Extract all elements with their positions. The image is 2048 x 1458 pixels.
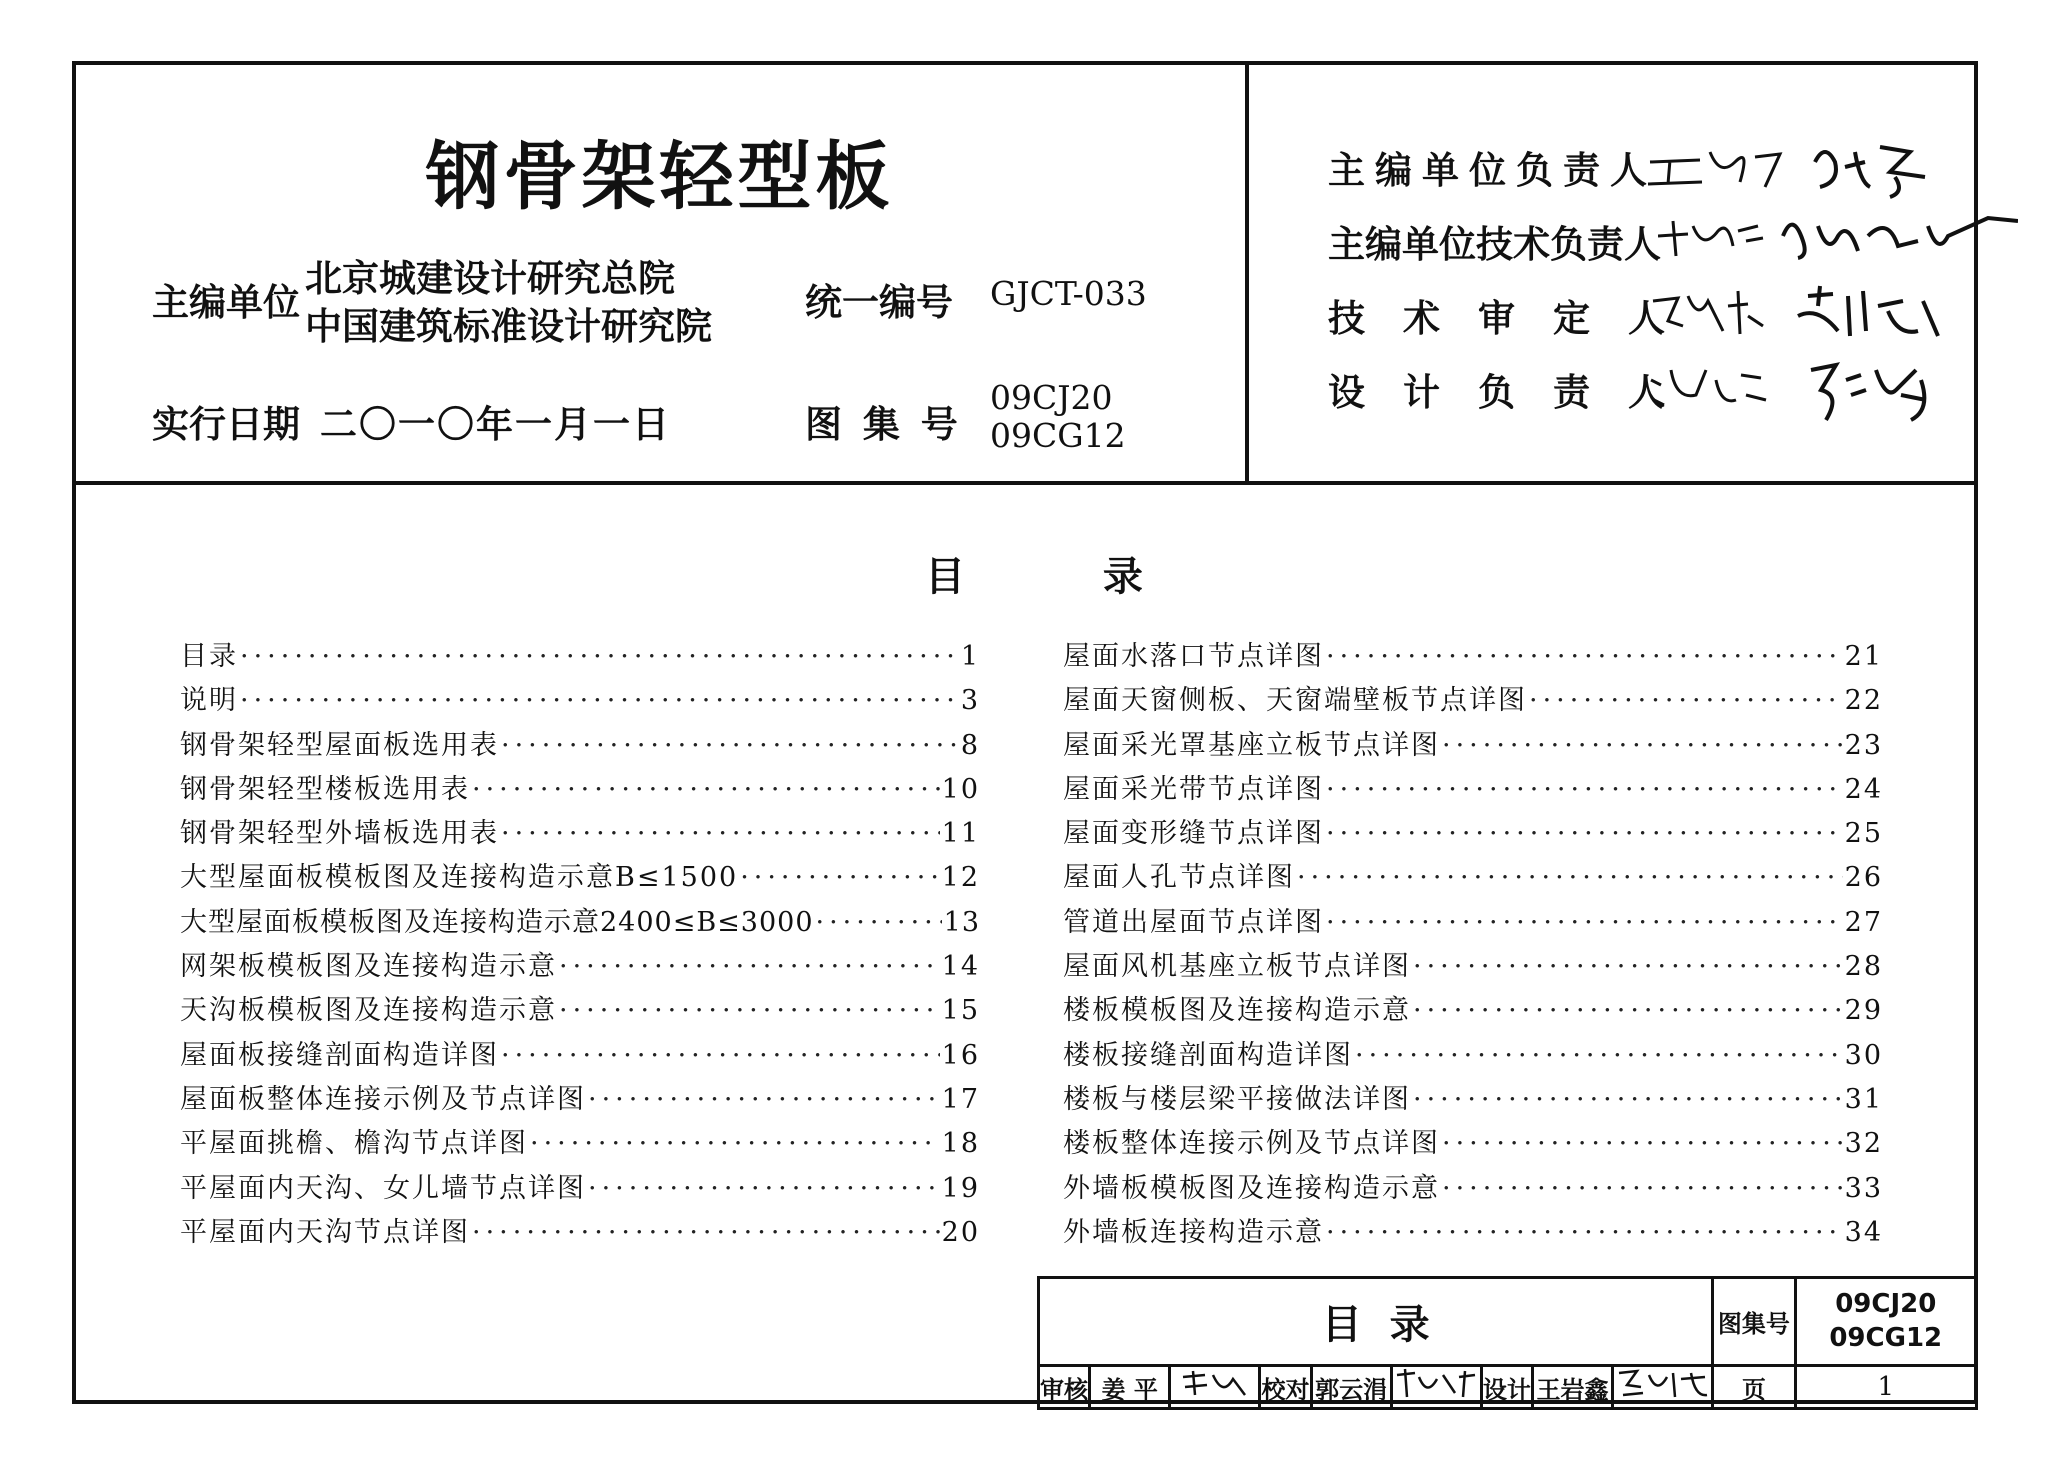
responsible-row [1328, 288, 1948, 344]
atlas-no-1: 09CJ20 [990, 378, 1113, 417]
toc-leader [1326, 818, 1843, 849]
toc-heading-char: 目 [925, 554, 965, 600]
toc-entry-title: 管道出屋面节点详图 [1063, 906, 1324, 938]
toc-leader [1442, 1173, 1843, 1204]
design-name: 王岩鑫 [1532, 1366, 1612, 1409]
toc-entry-title: 钢骨架轻型外墙板选用表 [180, 818, 499, 850]
toc-entry[interactable] [180, 944, 980, 988]
toc-entry-page: 31 [1844, 1083, 1883, 1115]
toc-entry[interactable] [1063, 811, 1883, 855]
toc-leader [501, 1040, 940, 1071]
toc-entry-title: 网架板模板图及连接构造示意 [180, 951, 557, 983]
editor-unit-2: 中国建筑标准设计研究院 [305, 305, 712, 348]
toc-entry-page: 3 [960, 685, 980, 717]
toc-entry[interactable] [1063, 944, 1883, 988]
toc-entry-title: 外墙板模板图及连接构造示意 [1063, 1172, 1440, 1204]
signature-editor-head [1640, 132, 1940, 202]
signature-tech-head [1658, 196, 2018, 276]
toc-entry-title: 大型屋面板模板图及连接构造示意B≤1500 [180, 862, 739, 894]
toc-entry-page: 13 [943, 906, 980, 938]
toc-entry-title: 屋面采光带节点详图 [1063, 773, 1324, 805]
toc-entry-page: 16 [941, 1039, 980, 1071]
toc-leader [559, 995, 940, 1026]
toc-leader [240, 641, 959, 672]
toc-leader [240, 685, 959, 716]
toc-entry-title: 大型屋面板模板图及连接构造示意2400≤B≤3000 [180, 906, 814, 938]
toc-entry-title: 平屋面挑檐、檐沟节点详图 [180, 1128, 528, 1160]
toc-entry-page: 15 [941, 995, 980, 1027]
toc-entry[interactable] [1063, 723, 1883, 767]
toc-entry-title: 屋面风机基座立板节点详图 [1063, 951, 1411, 983]
toc-leader [1326, 1217, 1843, 1248]
toc-leader [559, 951, 940, 982]
toc-entry-title: 平屋面内天沟节点详图 [180, 1216, 470, 1248]
toc-entry-title: 楼板接缝剖面构造详图 [1063, 1039, 1353, 1071]
date-label: 实行日期 [152, 403, 300, 446]
toc-entry-page: 23 [1844, 729, 1883, 761]
toc-entry[interactable] [180, 855, 980, 899]
toc-entry-title: 钢骨架轻型楼板选用表 [180, 773, 470, 805]
toc-leader [1442, 730, 1843, 761]
toc-entry-page: 27 [1844, 906, 1883, 938]
page-label: 页 [1713, 1366, 1795, 1409]
toc-entry[interactable] [180, 678, 980, 722]
editor-label: 主编单位 [152, 281, 300, 324]
toc-leader [501, 730, 959, 761]
page-number: 1 [1795, 1366, 1977, 1409]
toc-entry[interactable] [180, 1077, 980, 1121]
toc-entry-page: 22 [1844, 685, 1883, 717]
title-block-atlas-label: 图集号 [1713, 1278, 1795, 1366]
toc-entry-title: 平屋面内天沟、女儿墙节点详图 [180, 1172, 586, 1204]
toc-entry-title: 楼板与楼层梁平接做法详图 [1063, 1083, 1411, 1115]
toc-right-column [1063, 634, 1883, 1254]
toc-entry-page: 32 [1844, 1128, 1883, 1160]
toc-heading-char: 录 [1102, 554, 1143, 600]
toc-entry-title: 屋面变形缝节点详图 [1063, 818, 1324, 850]
toc-entry-page: 21 [1844, 641, 1883, 672]
responsible-row [1328, 362, 1948, 418]
check-signature-mark [1393, 1367, 1479, 1401]
review-label: 审核 [1039, 1366, 1090, 1409]
toc-entry[interactable] [1063, 634, 1883, 678]
toc-entry[interactable] [180, 634, 980, 678]
toc-entry-page: 26 [1844, 862, 1883, 894]
toc-entry-title: 楼板模板图及连接构造示意 [1063, 995, 1411, 1027]
review-signature [1170, 1366, 1260, 1409]
design-label: 设计 [1481, 1366, 1532, 1409]
responsible-label: 主编单位技术负责人 [1328, 223, 1661, 266]
toc-entry-title: 外墙板连接构造示意 [1063, 1216, 1324, 1248]
atlas-title: 钢骨架轻型板 [425, 134, 894, 220]
date-value: 二〇一〇年一月一日 [320, 403, 671, 446]
toc-left-column [180, 634, 980, 1254]
toc-entry-page: 1 [960, 641, 980, 672]
toc-leader [816, 907, 942, 938]
toc-entry[interactable] [180, 1121, 980, 1165]
toc-entry[interactable] [1063, 1077, 1883, 1121]
design-signature [1613, 1366, 1713, 1409]
toc-entry-page: 11 [941, 818, 980, 850]
review-signature-mark [1175, 1367, 1255, 1401]
title-block-atlas-numbers [1795, 1278, 1977, 1366]
toc-entry[interactable] [180, 1210, 980, 1254]
toc-entry-page: 30 [1844, 1039, 1883, 1071]
atlas-no-label: 图 集 号 [805, 403, 962, 446]
toc-entry-page: 25 [1844, 818, 1883, 850]
unified-no: GJCT-033 [990, 274, 1147, 313]
toc-entry-page: 33 [1844, 1172, 1883, 1204]
unified-no-label: 统一编号 [805, 281, 953, 324]
toc-entry-page: 14 [941, 951, 980, 983]
toc-entry-title: 屋面天窗侧板、天窗端壁板节点详图 [1063, 685, 1527, 717]
toc-leader [588, 1173, 940, 1204]
toc-entry[interactable] [1063, 1121, 1883, 1165]
responsible-label: 技术审定人 [1328, 297, 1703, 340]
responsible-row [1328, 214, 1948, 270]
toc-leader [530, 1128, 940, 1159]
toc-entry-title: 目录 [180, 641, 238, 672]
title-block [1037, 1276, 1978, 1410]
toc-entry[interactable] [180, 988, 980, 1032]
title-block-atlas-no-1: 09CJ20 [1835, 1288, 1937, 1319]
toc-heading [925, 545, 1143, 602]
check-label: 校对 [1260, 1366, 1311, 1409]
toc-entry[interactable] [1063, 1166, 1883, 1210]
toc-leader [1413, 995, 1843, 1026]
toc-entry-title: 屋面板接缝剖面构造详图 [180, 1039, 499, 1071]
toc-entry-title: 屋面人孔节点详图 [1063, 862, 1295, 894]
toc-entry-page: 18 [941, 1128, 980, 1160]
atlas-no-2: 09CG12 [990, 416, 1126, 455]
title-block-atlas-no-2: 09CG12 [1829, 1322, 1943, 1353]
toc-entry[interactable] [180, 767, 980, 811]
toc-entry[interactable] [180, 1166, 980, 1210]
toc-entry-title: 屋面水落口节点详图 [1063, 641, 1324, 672]
toc-entry-page: 28 [1844, 951, 1883, 983]
toc-entry[interactable] [180, 1033, 980, 1077]
responsible-label: 设计负责人 [1328, 371, 1703, 414]
toc-leader [1529, 685, 1843, 716]
toc-entry-page: 19 [941, 1172, 980, 1204]
toc-entry[interactable] [1063, 678, 1883, 722]
toc-entry[interactable] [1063, 1033, 1883, 1077]
toc-entry-page: 8 [960, 729, 980, 761]
toc-entry[interactable] [1063, 988, 1883, 1032]
responsible-row [1328, 140, 1948, 196]
toc-entry[interactable] [1063, 1210, 1883, 1254]
toc-entry-title: 说明 [180, 685, 238, 717]
toc-entry-page: 20 [941, 1216, 980, 1248]
toc-entry[interactable] [180, 811, 980, 855]
signature-reviewer [1648, 276, 1978, 354]
toc-entry[interactable] [180, 900, 980, 944]
title-block-title: 目 录 [1039, 1278, 1713, 1366]
toc-leader [472, 1217, 940, 1248]
toc-leader [1413, 951, 1843, 982]
toc-entry-page: 34 [1844, 1216, 1883, 1248]
toc-entry-page: 12 [941, 862, 980, 894]
toc-entry[interactable] [1063, 855, 1883, 899]
toc-entry-title: 钢骨架轻型屋面板选用表 [180, 729, 499, 761]
check-name: 郭云涓 [1311, 1366, 1391, 1409]
toc-leader [501, 818, 940, 849]
toc-entry[interactable] [1063, 900, 1883, 944]
editor-unit-1: 北京城建设计研究总院 [305, 257, 675, 300]
toc-entry[interactable] [180, 723, 980, 767]
toc-leader [1326, 774, 1843, 805]
check-signature [1391, 1366, 1481, 1409]
header-divider [72, 481, 1978, 485]
review-name: 姜 平 [1090, 1366, 1170, 1409]
toc-entry-page: 17 [941, 1083, 980, 1115]
toc-leader [588, 1084, 940, 1115]
toc-entry-title: 天沟板模板图及连接构造示意 [180, 995, 557, 1027]
toc-leader [1413, 1084, 1843, 1115]
toc-leader [472, 774, 940, 805]
toc-leader [1297, 862, 1843, 893]
toc-entry-title: 屋面板整体连接示例及节点详图 [180, 1083, 586, 1115]
toc-entry-page: 10 [941, 773, 980, 805]
toc-leader [1326, 907, 1843, 938]
toc-leader [740, 862, 939, 893]
toc-entry-title: 屋面采光罩基座立板节点详图 [1063, 729, 1440, 761]
toc-leader [1442, 1128, 1843, 1159]
toc-leader [1326, 641, 1843, 672]
toc-leader [1355, 1040, 1843, 1071]
responsible-label: 主编单位负责人 [1328, 149, 1657, 192]
toc-entry-title: 楼板整体连接示例及节点详图 [1063, 1128, 1440, 1160]
design-signature-mark [1615, 1367, 1711, 1401]
toc-entry[interactable] [1063, 767, 1883, 811]
toc-entry-page: 24 [1844, 773, 1883, 805]
signature-design-head [1646, 350, 1976, 432]
toc-entry-page: 29 [1844, 995, 1883, 1027]
